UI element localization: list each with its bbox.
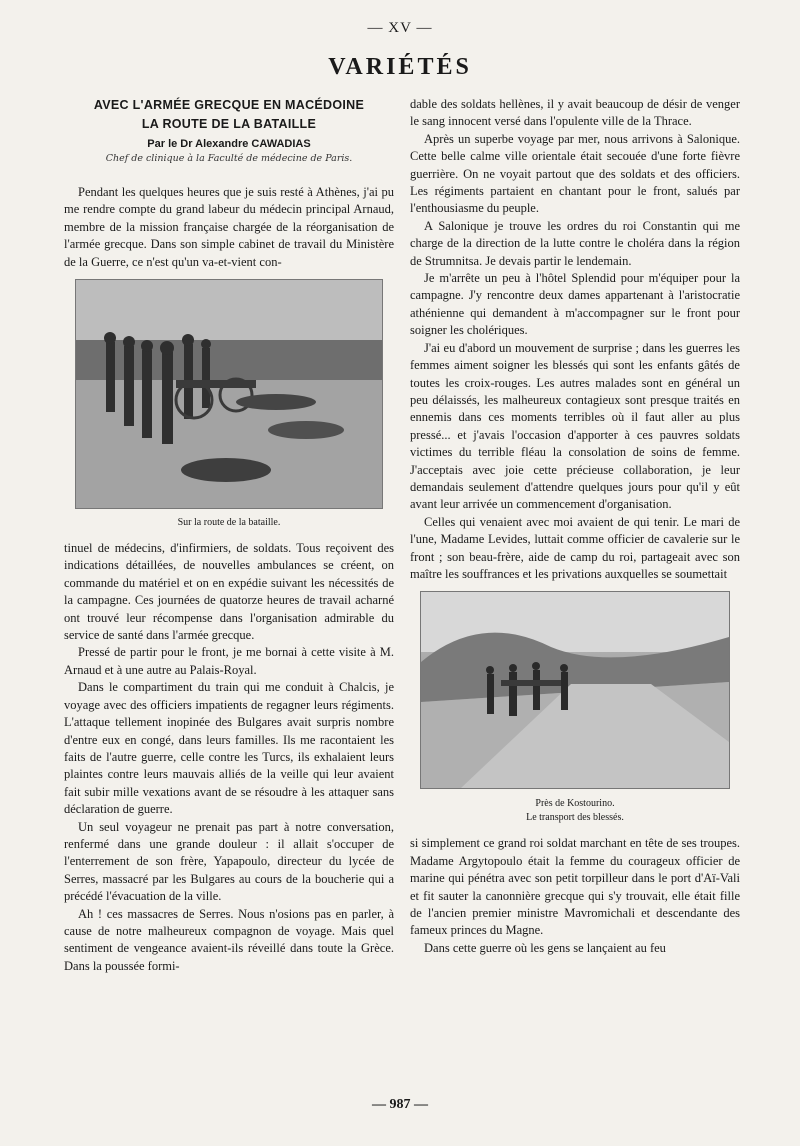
section-title: VARIÉTÉS <box>328 54 472 80</box>
paragraph-right-4: Je m'arrête un peu à l'hôtel Splendid pour m'équiper pour la campagne. J'y rencontre deux dames appartenant à l'aristocratie athénienne qui demandent à m'accompagner sur le front pour soigner les cholériques. <box>410 271 740 338</box>
paragraph-left-1: Pendant les quelques heures que je suis resté à Athènes, j'ai pu me rendre compte du grand labeur du médecin principal Arnaud, membre de la mission française chargée de la réorganisation de l'armée grecque. Dans son simple cabinet de travail du Ministère de la Guerre, ce n'est qu'un va-et-vient con- <box>64 185 394 269</box>
photo-kostourino <box>420 591 730 789</box>
author-affiliation: Chef de clinique à la Faculté de médecine de Paris. <box>105 153 353 164</box>
figure-kostourino <box>410 591 740 825</box>
battle-road-illustration <box>76 280 382 508</box>
figure-battle-road <box>64 279 394 530</box>
article-title-line1: AVEC L'ARMÉE GRECQUE EN MACÉDOINE <box>93 98 365 112</box>
paragraph-right-2: Après un superbe voyage par mer, nous arrivons à Salonique. Cette belle calme ville orientale était secouée d'une forte fièvre guerrière. On ne voyait partout que des soldats et des officiers. Les régiments partaient en chantant pour le front, salués par l'enthousiasme du peuple. <box>410 131 740 216</box>
left-column <box>64 96 394 975</box>
kostourino-illustration <box>421 592 729 788</box>
running-head: — XV — <box>367 20 433 36</box>
paragraph-right-5: J'ai eu d'abord un mouvement de surprise ; dans les guerres les femmes aiment soigner les blessés qui sont les enfants gâtés de toutes les croix-rouges. Les autres malades sont en général un peu délaissés, les malheureux contagieux sont presque traités en ennemis dans ces moments terribles où il faut aller au plus pressé... et j'avais l'occasion d'apporter à ces pauvres soldats victimes du terrible fléau la consolation de soins de femme. J'acceptais avec joie cette précieuse collaboration, je leur demandais seulement d'attendre quelques jours pour qu'il y eût avant leur arrivée un commencement d'organisation. <box>410 340 740 512</box>
page-number: — 987 — <box>372 1097 428 1112</box>
paragraph-right-8: Dans cette guerre où les gens se lançaient au feu <box>424 940 666 955</box>
paragraph-left-5: Un seul voyageur ne prenait pas part à notre conversation, renfermé dans une grande douleur : il allait s'occuper de l'enterrement de son frère, Yapapoulo, directeur du lycée de Serres, massacré par les Bulgares au cours de la boucherie qui a précédé l'évacuation de la ville. <box>64 819 394 904</box>
paragraph-left-6: Ah ! ces massacres de Serres. Nous n'osions pas en parler, à cause de notre malheureux compagnon de voyage. Mais quel sentiment de vengeance avaient-ils réveillé dans toute la Grèce. Dans la poussée formi- <box>64 906 394 973</box>
paragraph-left-4: Dans le compartiment du train qui me conduit à Chalcis, je voyage avec des officiers impatients de regagner leurs régiments. L'attaque tellement inopinée des Bulgares avait surpris nombre d'entre eux en congé, dans leurs familles. Ils me racontaient les faits de l'autre guerre, celle contre les Turcs, ils exhalaient leurs plaintes contre leurs mauvais alliés de la veille qui leur avaient fait subir mille vexations avant de se résoudre à les attaquer sans déclaration de guerre. <box>64 680 394 817</box>
figure-caption-kostourino-2: Le transport des blessés. <box>526 812 624 824</box>
paragraph-right-3: A Salonique je trouve les ordres du roi Constantin qui me charge de la direction de la lutte contre le choléra dans la région de Strumnitsa. Je devais partir le lendemain. <box>410 218 740 268</box>
right-column <box>410 96 740 957</box>
figure-caption-battle-road: Sur la route de la bataille. <box>177 517 281 529</box>
figure-caption-kostourino-1: Près de Kostourino. <box>535 798 615 810</box>
article-header <box>64 96 394 166</box>
article-byline: Par le Dr Alexandre CAWADIAS <box>147 138 311 150</box>
paragraph-left-3: Pressé de partir pour le front, je me bornai à cette visite à M. Arnaud et à une autre au Palais-Royal. <box>64 645 394 677</box>
photo-battle-road <box>75 279 383 509</box>
paragraph-left-2: tinuel de médecins, d'infirmiers, de soldats. Tous reçoivent des indications détaillées, de nouvelles ambulances se créent, on commande du matériel et on en expédie suivant les nécessités de la campagne. Ces journées de quatorze heures de travail acharné ont trouvé leur récompense dans l'organisation admirable du service de santé dans l'armée grecque. <box>64 541 394 643</box>
article-title-line2: LA ROUTE DE LA BATAILLE <box>141 117 317 131</box>
paragraph-right-7: si simplement ce grand roi soldat marchant en tête de ses troupes. Madame Argytopoulo était la femme du courageux officier de marine qui pénétra avec son petit torpilleur dans le port d'Aï-Vali et fit sauter la canonnière grecque qui s'y trouvait, elle était fille de l'ancien premier ministre Mavromichali et descendante des fameux princes du Magne. <box>410 836 740 938</box>
paragraph-right-6: Celles qui venaient avec moi avaient de qui tenir. Le mari de l'une, Madame Levides, luttait comme officier de cavalerie sur le front ; son beau-frère, aide de camp du roi, partageait avec son maître les souffrances et les privations auxquelles se soumettait <box>410 514 740 581</box>
paragraph-right-1: dable des soldats hellènes, il y avait beaucoup de désir de venger le sang innocent versé dans l'opulente ville de la Thrace. <box>410 97 740 129</box>
